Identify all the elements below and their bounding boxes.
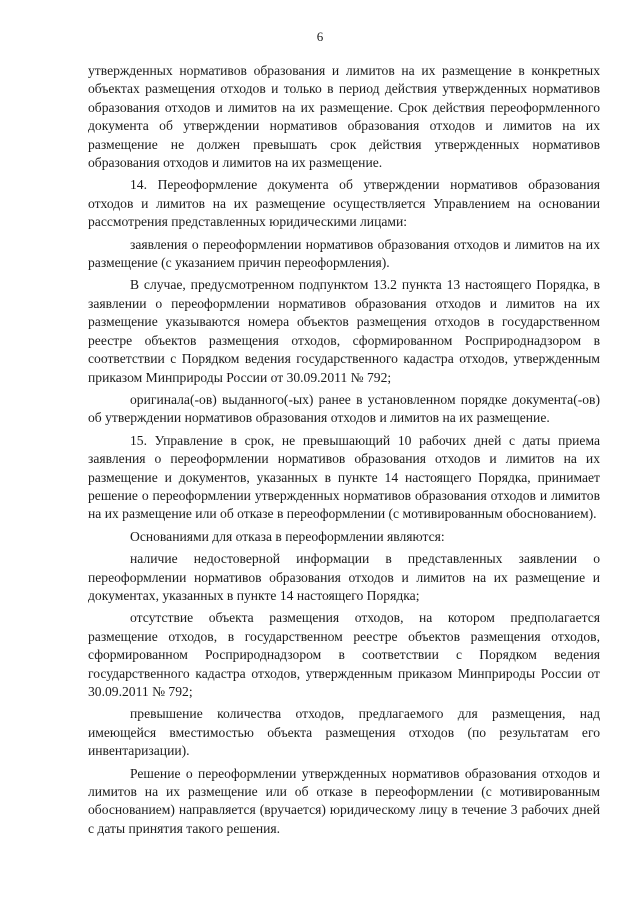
- page-number: 6: [316, 29, 324, 44]
- paragraph-refusal-grounds: Основаниями для отказа в переоформлении являются:: [130, 528, 445, 544]
- paragraph-application: заявления о переоформлении нормативов образования отходов и лимитов на их размещение (с указанием причин переоформления).: [88, 236, 600, 271]
- document-body: [88, 62, 600, 838]
- paragraph-ground-unreliable-info: наличие недостоверной информации в представленных заявлении о переоформлении нормативов образования отходов и лимитов на их размещение и документах, указанных в пункте 14 настоящего Порядка;: [88, 551, 600, 603]
- paragraph-originals: оригинала(-ов) выданного(-ых) ранее в установленном порядке документа(-ов) об утверждении нормативов образования отходов и лимитов на их размещение.: [88, 391, 600, 426]
- paragraph-clause-14: 14. Переоформление документа об утверждении нормативов образования отходов и лимитов на их размещение осуществляется Управлением на основании рассмотрения представленных юридическими лицами:: [88, 177, 600, 230]
- paragraph-decision-delivery: Решение о переоформлении утвержденных нормативов образования отходов и лимитов на их размещение или об отказе в переоформлении (с мотивированным обоснованием) направляется (вручается) юридическому лицу в течение 3 рабочих дней с даты принятия такого решения.: [88, 765, 600, 836]
- paragraph-ground-capacity: превышение количества отходов, предлагаемого для размещения, над имеющейся вместимостью объекта размещения отходов (по результатам его инвентаризации).: [88, 706, 600, 759]
- paragraph-ground-missing-object: отсутствие объекта размещения отходов, на котором предполагается размещение отходов, в государственном реестре объектов размещения отходов, сформированном Росприроднадзором в соответствии с Порядком ведения государственного кадастра отходов, утвержденным приказом Минприроды России от 30.09.2011 № 792;: [88, 610, 600, 699]
- paragraph-case-13-2: В случае, предусмотренном подпунктом 13.2 пункта 13 настоящего Порядка, в заявлении о переоформлении нормативов образования отходов и лимитов на их размещение указываются номера объектов размещения отходов в государственном реестре объектов размещения отходов, сформированном Росприроднадзором в соответствии с Порядком ведения государственного кадастра отходов, утвержденным приказом Минприроды России от 30.09.2011 № 792;: [88, 277, 600, 385]
- paragraph-clause-15: 15. Управление в срок, не превышающий 10 рабочих дней с даты приема заявления о переоформлении нормативов образования отходов и лимитов на их размещение и документов, указанных в пункте 14 настоящего Порядка, принимает решение о переоформлении утвержденных нормативов образования отходов и лимитов на их размещение или об отказе в переоформлении (с мотивированным обоснованием).: [88, 432, 600, 522]
- paragraph-continuation: утвержденных нормативов образования и лимитов на их размещение в конкретных объектах размещения отходов и только в период действия утвержденных нормативов образования отходов и лимитов на их размещение. Срок действия переоформленного документа об утверждении нормативов образования отходов и лимитов на их размещение не должен превышать срок действия утвержденных нормативов образования отходов и лимитов на их размещение.: [88, 63, 600, 171]
